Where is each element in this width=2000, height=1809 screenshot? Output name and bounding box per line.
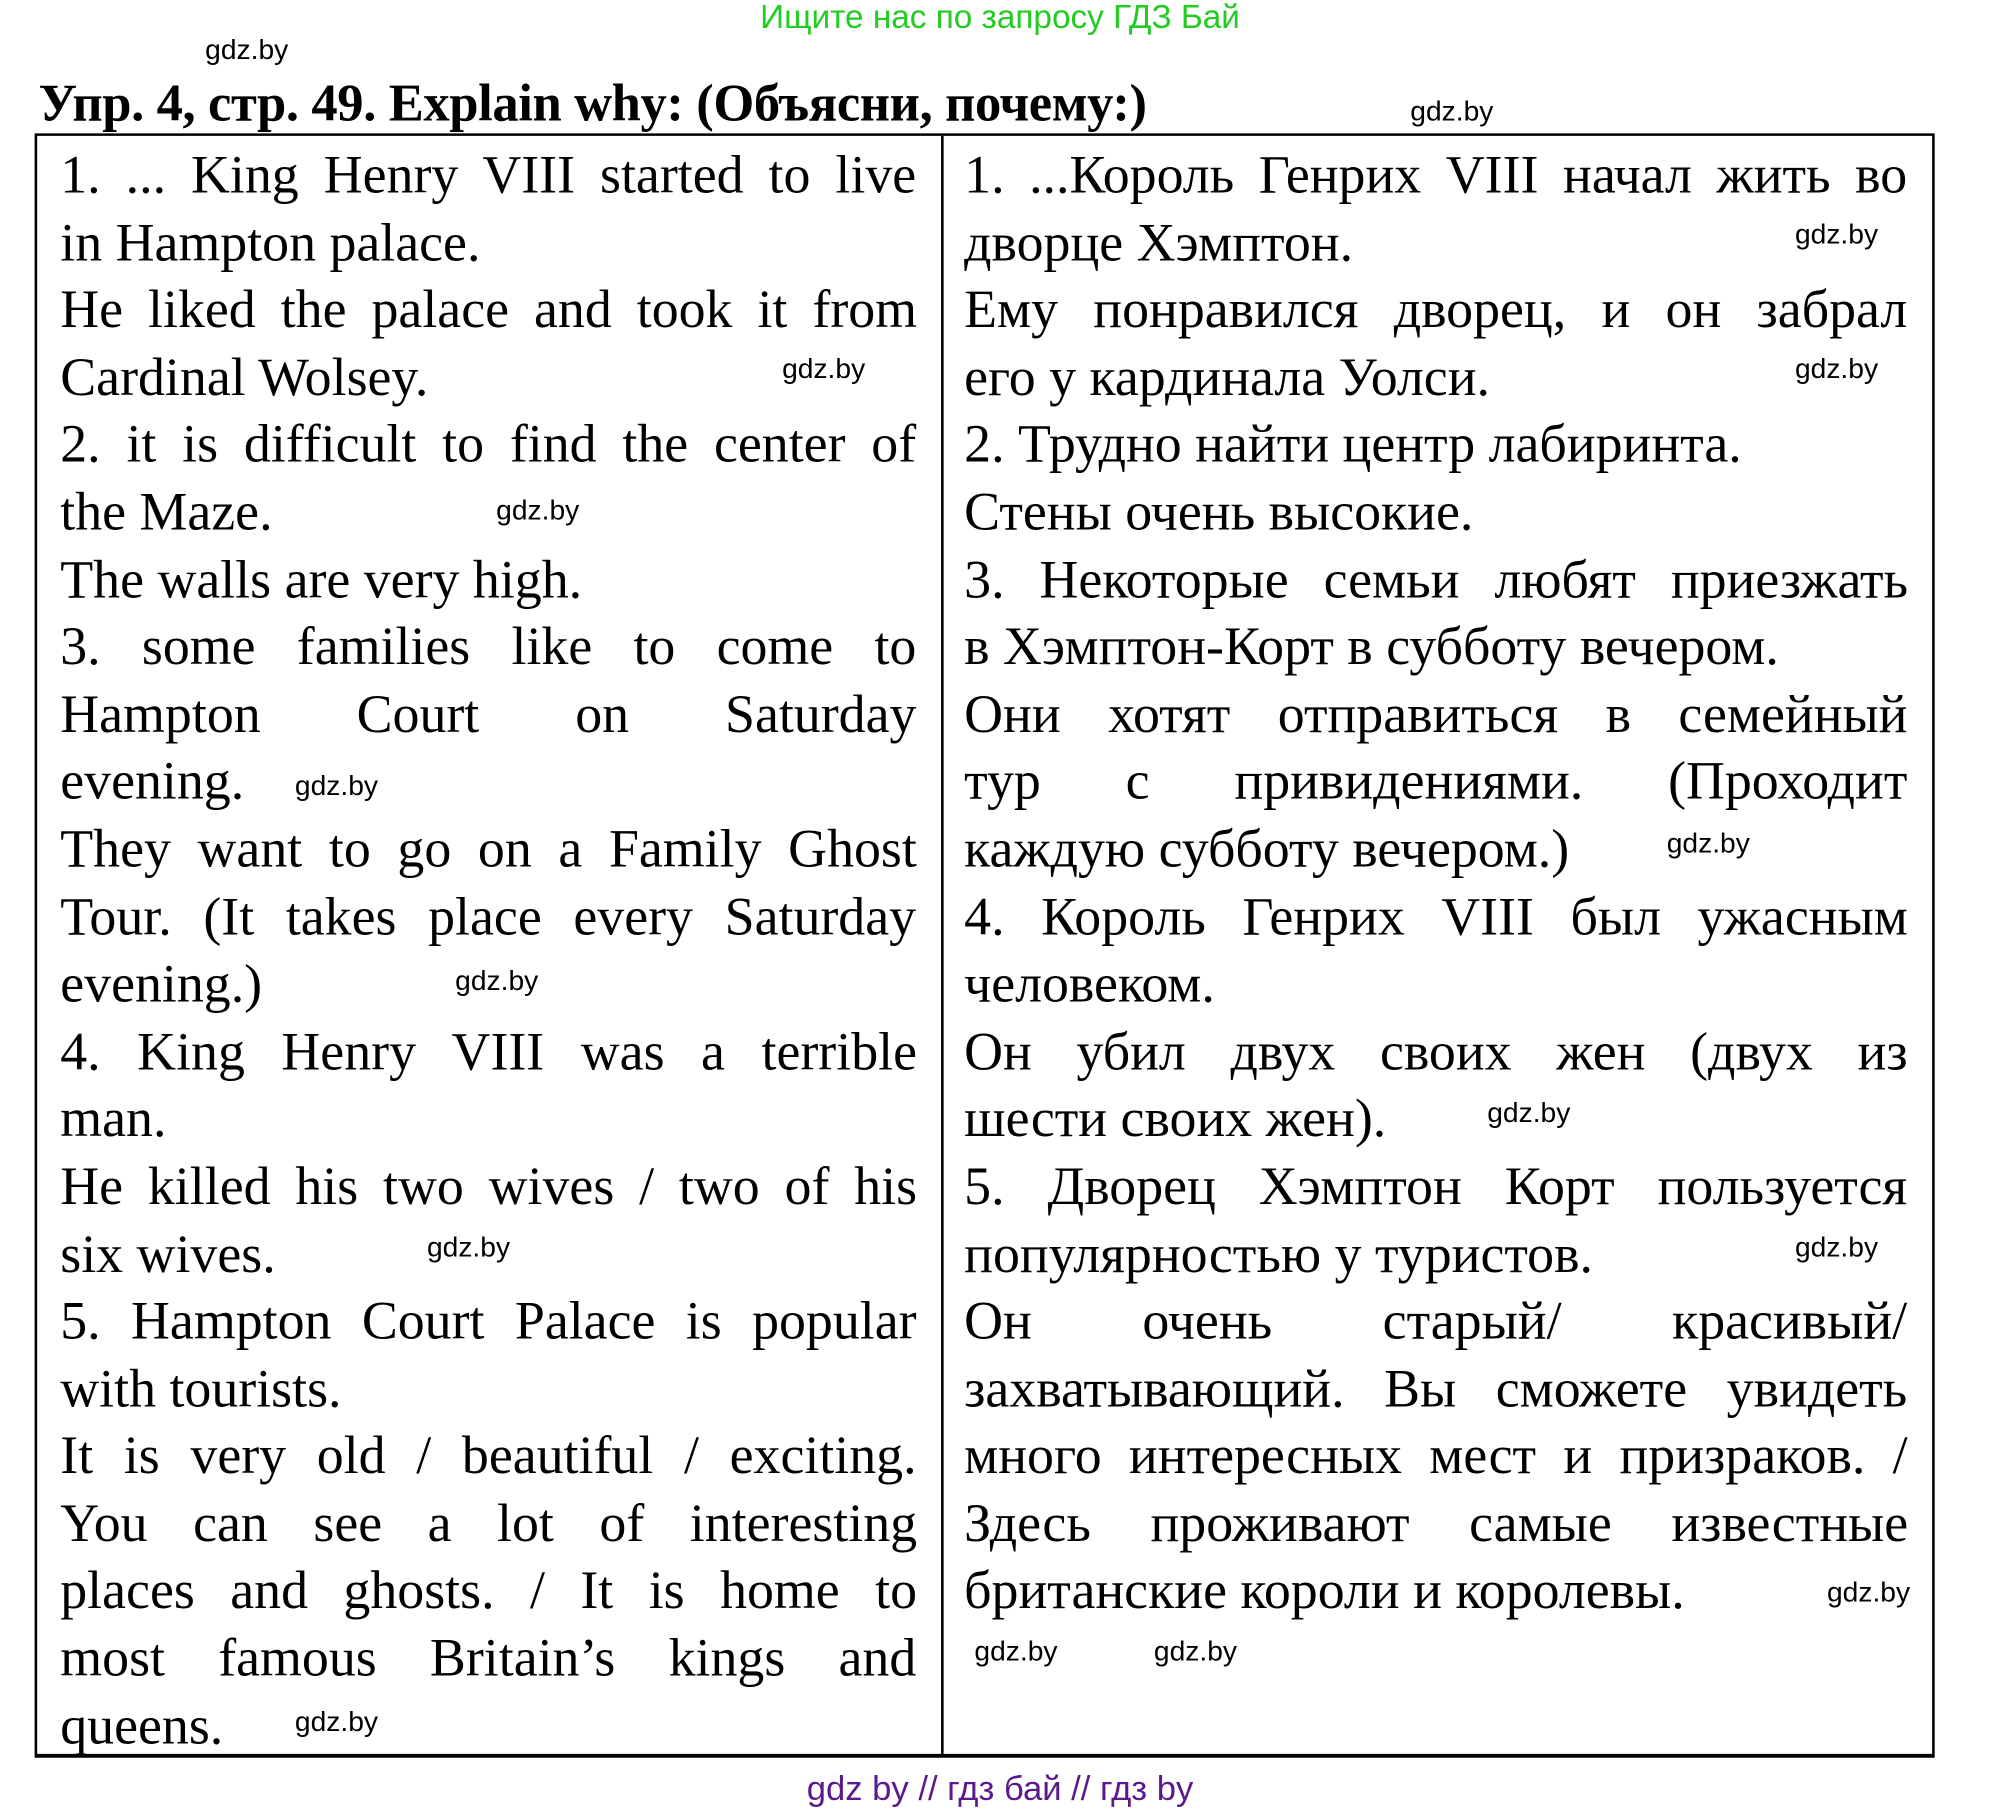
text-line: 5. Hampton Court Palace is popular <box>60 1292 917 1352</box>
text-line: Здесь проживают самые известные <box>964 1494 1909 1554</box>
text-line: шести своих жен). <box>964 1090 1387 1150</box>
text-line: in Hampton palace. <box>60 213 481 273</box>
text-line: Tour. (It takes place every Saturday <box>60 887 917 947</box>
watermark: gdz.by <box>455 964 539 997</box>
exercise-title: Упр. 4, стр. 49. Explain why: (Объясни, почему:) <box>38 73 1147 133</box>
text-line: most famous Britain’s kings and <box>60 1629 917 1689</box>
text-line: 3. Некоторые семьи любят приезжать <box>964 550 1909 610</box>
text-line: 2. it is difficult to find the center of <box>60 415 917 475</box>
text-line: with tourists. <box>60 1359 342 1419</box>
watermark: gdz.by <box>496 493 580 526</box>
text-line: много интересных мест и призраков. / <box>964 1427 1908 1487</box>
text-line: Он очень старый/ красивый/ <box>964 1292 1908 1352</box>
text-line: Стены очень высокие. <box>964 483 1474 543</box>
text-line: places and ghosts. / It is home to <box>60 1562 918 1622</box>
text-line: каждую субботу вечером.) <box>964 820 1570 880</box>
watermark: gdz.by <box>974 1634 1058 1667</box>
text-line: дворце Хэмптон. <box>964 213 1354 273</box>
text-line: 1. ... King Henry VIII started to live <box>60 146 917 206</box>
watermark: gdz.by <box>1794 217 1879 251</box>
text-line: популярностью у туристов. <box>964 1225 1594 1285</box>
text-line: Cardinal Wolsey. <box>60 348 429 408</box>
watermark: gdz.by <box>294 1705 378 1738</box>
watermark: gdz.by <box>1666 826 1750 860</box>
watermark: gdz.by <box>1826 1575 1911 1608</box>
text-line: Он убил двух своих жен (двух из <box>964 1022 1908 1082</box>
text-line: He killed his two wives / two of his <box>60 1157 918 1217</box>
watermark: gdz.by <box>294 769 378 802</box>
watermark: gdz.by <box>426 1230 511 1263</box>
text-line: 3. some families like to come to <box>60 618 917 678</box>
watermark: gdz.by <box>782 352 866 385</box>
text-line: You can see a lot of interesting <box>60 1494 918 1554</box>
text-line: Они хотят отправиться в семейный <box>964 685 1908 745</box>
watermark: gdz.by <box>1487 1096 1571 1129</box>
footer-watermark: gdz by // гдз бай // гдз by <box>806 1769 1194 1808</box>
column-divider <box>941 136 944 1754</box>
text-line: захватывающий. Вы сможете увидеть <box>964 1359 1908 1419</box>
text-line: 2. Трудно найти центр лабиринта. <box>964 415 1742 475</box>
text-line: It is very old / beautiful / exciting. <box>60 1427 917 1487</box>
text-line: evening.) <box>60 955 263 1015</box>
text-line: в Хэмптон-Корт в субботу вечером. <box>964 618 1779 678</box>
watermark: gdz.by <box>1794 352 1879 385</box>
search-hint: Ищите нас по запросу ГДЗ Бай <box>760 0 1240 36</box>
text-line: британские короли и королевы. <box>964 1562 1685 1622</box>
text-line: They want to go on a Family Ghost <box>60 820 917 880</box>
text-line: человеком. <box>964 955 1215 1015</box>
text-line: 4. Король Генрих VIII был ужасным <box>964 887 1908 947</box>
text-line: evening. <box>60 753 245 813</box>
text-line: queens. <box>60 1697 224 1757</box>
watermark: gdz.by <box>205 33 289 66</box>
text-line: 5. Дворец Хэмптон Корт пользуется <box>964 1157 1908 1217</box>
text-line: six wives. <box>60 1225 276 1285</box>
text-line: 1. ...Король Генрих VIII начал жить во <box>964 146 1908 206</box>
text-line: The walls are very high. <box>60 550 583 610</box>
watermark: gdz.by <box>1794 1230 1879 1263</box>
text-line: the Maze. <box>60 483 273 543</box>
watermark: gdz.by <box>1410 94 1494 127</box>
watermark: gdz.by <box>1153 1634 1238 1667</box>
text-line: его у кардинала Уолси. <box>964 348 1490 408</box>
russian-column <box>964 142 1910 1625</box>
text-line: тур с привидениями. (Проходит <box>964 753 1908 813</box>
text-line: He liked the palace and took it from <box>60 281 918 340</box>
text-line: Hampton Court on Saturday <box>60 685 917 745</box>
text-line: Ему понравился дворец, и он забрал <box>964 281 1908 340</box>
answer-table <box>35 133 1935 1757</box>
text-line: 4. King Henry VIII was a terrible <box>60 1022 917 1082</box>
text-line: man. <box>60 1090 167 1150</box>
